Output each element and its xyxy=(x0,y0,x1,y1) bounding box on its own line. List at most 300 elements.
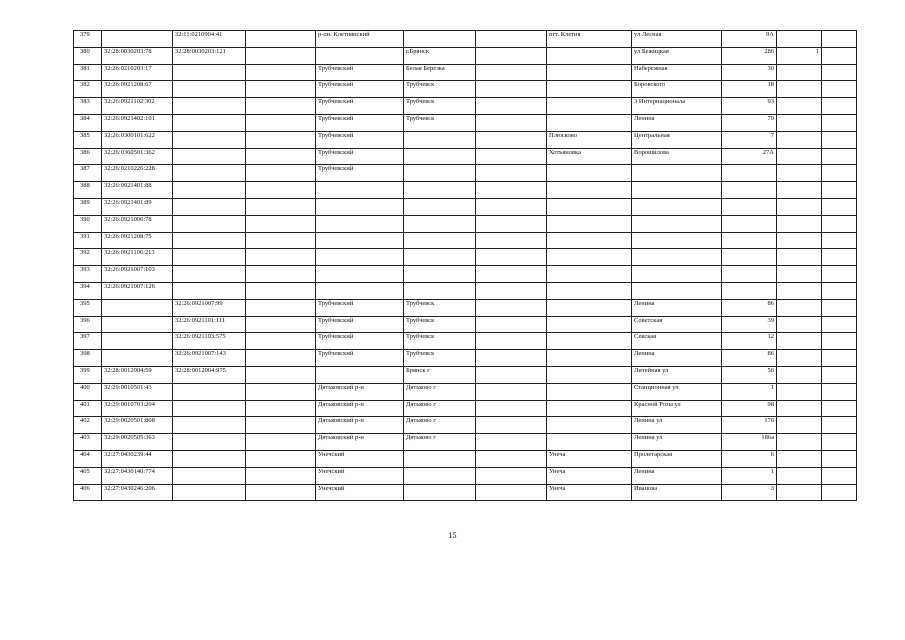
table-cell xyxy=(722,215,777,232)
table-cell: Иванова xyxy=(632,484,722,501)
table-cell xyxy=(404,215,476,232)
table-cell xyxy=(777,31,822,48)
table-cell: Трубчевск xyxy=(404,350,476,367)
table-cell: Ленина ул xyxy=(632,417,722,434)
table-cell: 383 xyxy=(74,98,102,115)
table-cell: Ленина xyxy=(632,114,722,131)
table-cell xyxy=(246,400,316,417)
table-cell xyxy=(476,366,547,383)
table-cell: 93 xyxy=(722,98,777,115)
table-cell: Трубчевский xyxy=(316,131,404,148)
table-cell xyxy=(404,249,476,266)
table-cell xyxy=(476,98,547,115)
table-cell: 392 xyxy=(74,249,102,266)
table-cell xyxy=(246,366,316,383)
table-row xyxy=(74,417,857,434)
table-cell xyxy=(476,350,547,367)
table-cell xyxy=(822,165,857,182)
table-cell xyxy=(822,31,857,48)
table-cell: Дятьковский р-н xyxy=(316,400,404,417)
table-cell xyxy=(476,467,547,484)
table-cell: 32:26:0300101:622 xyxy=(102,131,173,148)
table-cell: 32:27:0430246:206 xyxy=(102,484,173,501)
table-row xyxy=(74,400,857,417)
table-cell: 32:26:0921208:67 xyxy=(102,81,173,98)
table-cell xyxy=(476,434,547,451)
table-cell xyxy=(173,282,246,299)
table-cell: Набережная xyxy=(632,64,722,81)
table-row xyxy=(74,484,857,501)
table-cell xyxy=(547,114,632,131)
table-cell: Дятьковский р-н xyxy=(316,383,404,400)
table-cell xyxy=(316,266,404,283)
table-row xyxy=(74,450,857,467)
table-cell: Брянск г xyxy=(404,366,476,383)
table-row xyxy=(74,31,857,48)
table-cell xyxy=(822,215,857,232)
table-cell: Трубчевск xyxy=(404,114,476,131)
table-row xyxy=(74,232,857,249)
table-cell xyxy=(173,114,246,131)
table-cell xyxy=(822,366,857,383)
table-body xyxy=(74,31,857,501)
table-cell xyxy=(316,249,404,266)
table-cell xyxy=(102,350,173,367)
table-cell xyxy=(777,148,822,165)
table-row xyxy=(74,249,857,266)
table-cell xyxy=(476,383,547,400)
table-cell xyxy=(547,366,632,383)
table-cell: 86 xyxy=(722,299,777,316)
table-cell: 391 xyxy=(74,232,102,249)
table-cell xyxy=(246,266,316,283)
table-cell xyxy=(777,81,822,98)
table-cell xyxy=(822,299,857,316)
table-cell xyxy=(547,64,632,81)
table-cell xyxy=(476,316,547,333)
table-cell: 32:27:0430239:44 xyxy=(102,450,173,467)
table-cell: 186а xyxy=(722,434,777,451)
table-cell xyxy=(822,282,857,299)
table-cell xyxy=(777,383,822,400)
table-cell xyxy=(822,316,857,333)
table-cell: Белая Березка xyxy=(404,64,476,81)
table-cell xyxy=(547,417,632,434)
table-cell: 32:26:0921007:143 xyxy=(173,350,246,367)
table-row xyxy=(74,299,857,316)
table-cell: 32:26:0921103:575 xyxy=(173,333,246,350)
table-cell: 32:26:0921007:126 xyxy=(102,282,173,299)
table-cell: 389 xyxy=(74,198,102,215)
table-cell: р-он. Клетнянский xyxy=(316,31,404,48)
page-number: 15 xyxy=(448,531,457,540)
table-cell: 86 xyxy=(722,350,777,367)
table-cell xyxy=(404,182,476,199)
table-cell: Трубчевский xyxy=(316,148,404,165)
table-cell: Трубчевский xyxy=(316,81,404,98)
table-cell xyxy=(173,165,246,182)
table-cell xyxy=(102,316,173,333)
table-cell xyxy=(632,215,722,232)
table-cell: Унечский xyxy=(316,450,404,467)
table-cell: Ленина ул xyxy=(632,434,722,451)
table-cell xyxy=(547,333,632,350)
table-cell xyxy=(476,215,547,232)
table-cell: Дятьково г xyxy=(404,400,476,417)
table-cell: 394 xyxy=(74,282,102,299)
table-cell: Трубчевский xyxy=(316,350,404,367)
table-cell xyxy=(822,182,857,199)
table-cell: 382 xyxy=(74,81,102,98)
table-cell: Плюсково xyxy=(547,131,632,148)
table-cell xyxy=(173,131,246,148)
table-cell xyxy=(822,266,857,283)
table-cell: 32:26:0210203:17 xyxy=(102,64,173,81)
table-cell xyxy=(173,266,246,283)
table-cell: 32:29:0020505:363 xyxy=(102,434,173,451)
table-cell xyxy=(476,165,547,182)
table-cell: Унеча xyxy=(547,467,632,484)
table-cell xyxy=(476,114,547,131)
table-cell xyxy=(777,198,822,215)
table-cell xyxy=(777,400,822,417)
table-cell: 387 xyxy=(74,165,102,182)
table-cell: 1 xyxy=(722,383,777,400)
table-cell xyxy=(316,232,404,249)
table-cell xyxy=(476,450,547,467)
table-cell: Ленина xyxy=(632,299,722,316)
table-cell: 32:28:0012004:975 xyxy=(173,366,246,383)
table-row xyxy=(74,434,857,451)
table-cell xyxy=(547,232,632,249)
table-cell xyxy=(822,484,857,501)
table-cell xyxy=(246,98,316,115)
table-cell xyxy=(102,299,173,316)
table-cell: Трубчевский xyxy=(316,64,404,81)
table-cell: 3 xyxy=(722,484,777,501)
table-cell xyxy=(476,81,547,98)
table-cell: Советская xyxy=(632,316,722,333)
table-cell xyxy=(173,434,246,451)
table-row xyxy=(74,467,857,484)
table-cell xyxy=(476,299,547,316)
table-cell: 32:26:0921007:103 xyxy=(102,266,173,283)
table-cell: 98 xyxy=(722,400,777,417)
table-cell xyxy=(246,47,316,64)
table-cell xyxy=(822,350,857,367)
table-cell xyxy=(777,316,822,333)
table-row xyxy=(74,81,857,98)
table-cell xyxy=(777,350,822,367)
table-row xyxy=(74,198,857,215)
table-cell xyxy=(404,450,476,467)
table-cell: 404 xyxy=(74,450,102,467)
table-cell: Трубчевский xyxy=(316,98,404,115)
table-cell: 32:26:0921401:88 xyxy=(102,182,173,199)
table-cell xyxy=(246,249,316,266)
table-cell: Севская xyxy=(632,333,722,350)
table-row xyxy=(74,64,857,81)
table-cell: Трубчевский xyxy=(316,333,404,350)
table-cell xyxy=(777,299,822,316)
table-cell xyxy=(476,333,547,350)
table-cell xyxy=(822,232,857,249)
table-cell xyxy=(246,148,316,165)
table-cell xyxy=(476,182,547,199)
table-cell xyxy=(632,282,722,299)
table-cell: 403 xyxy=(74,434,102,451)
table-cell: 399 xyxy=(74,366,102,383)
table-cell: 1 xyxy=(777,47,822,64)
table-cell: 7 xyxy=(722,131,777,148)
table-cell: 398 xyxy=(74,350,102,367)
table-cell: 380 xyxy=(74,47,102,64)
table-cell xyxy=(246,383,316,400)
table-cell xyxy=(547,434,632,451)
table-cell: 32:28:0012004:59 xyxy=(102,366,173,383)
table-cell xyxy=(246,333,316,350)
table-cell xyxy=(822,98,857,115)
table-cell: 27А xyxy=(722,148,777,165)
table-cell xyxy=(777,450,822,467)
table-cell xyxy=(777,232,822,249)
table-cell xyxy=(173,148,246,165)
table-cell: 32:29:0010501:43 xyxy=(102,383,173,400)
table-cell: 9А xyxy=(722,31,777,48)
table-cell: Хотьяновка xyxy=(547,148,632,165)
table-row xyxy=(74,350,857,367)
table-cell: 402 xyxy=(74,417,102,434)
table-cell: Трубчевск xyxy=(404,98,476,115)
table-cell xyxy=(476,400,547,417)
table-cell xyxy=(722,232,777,249)
table-cell xyxy=(173,64,246,81)
table-row xyxy=(74,215,857,232)
table-cell xyxy=(476,282,547,299)
table-cell: 32:11:0210904:41 xyxy=(173,31,246,48)
table-cell: 32:26:0921007:99 xyxy=(173,299,246,316)
table-cell xyxy=(777,434,822,451)
table-cell xyxy=(404,282,476,299)
table-cell xyxy=(246,299,316,316)
property-table xyxy=(73,30,857,501)
table-cell: Трубчевский xyxy=(316,299,404,316)
table-row xyxy=(74,98,857,115)
table-cell xyxy=(316,215,404,232)
table-cell xyxy=(476,232,547,249)
table-cell xyxy=(722,198,777,215)
table-cell xyxy=(777,131,822,148)
table-cell: Трубчевск xyxy=(404,316,476,333)
table-cell xyxy=(547,98,632,115)
table-row xyxy=(74,165,857,182)
table-cell xyxy=(777,114,822,131)
table-cell xyxy=(547,47,632,64)
table-cell: Трубчевский xyxy=(316,114,404,131)
table-cell xyxy=(173,417,246,434)
table-cell: 385 xyxy=(74,131,102,148)
table-cell xyxy=(246,81,316,98)
table-cell xyxy=(547,400,632,417)
table-cell: 390 xyxy=(74,215,102,232)
table-cell xyxy=(316,366,404,383)
table-cell: 32:26:0360501:362 xyxy=(102,148,173,165)
table-cell: Дятьково г xyxy=(404,417,476,434)
table-cell xyxy=(246,316,316,333)
table-cell xyxy=(102,31,173,48)
table-cell xyxy=(246,131,316,148)
table-row xyxy=(74,131,857,148)
table-cell xyxy=(404,131,476,148)
table-cell xyxy=(632,249,722,266)
table-cell xyxy=(822,450,857,467)
table-cell: Красной Розы ул xyxy=(632,400,722,417)
table-cell: 6 xyxy=(722,450,777,467)
table-cell xyxy=(246,215,316,232)
table-cell xyxy=(632,266,722,283)
table-cell: Трубчевск xyxy=(404,333,476,350)
table-cell: 56 xyxy=(722,366,777,383)
table-cell xyxy=(173,81,246,98)
table-cell xyxy=(404,31,476,48)
table-cell: Ленина xyxy=(632,467,722,484)
table-cell: Трубчевск xyxy=(404,299,476,316)
table-cell: Трубчевск xyxy=(404,81,476,98)
table-cell xyxy=(777,467,822,484)
table-cell xyxy=(316,282,404,299)
table-cell xyxy=(173,198,246,215)
table-cell xyxy=(173,232,246,249)
table-cell xyxy=(476,64,547,81)
table-cell xyxy=(476,484,547,501)
table-cell xyxy=(777,182,822,199)
table-cell: 39 xyxy=(722,316,777,333)
table-cell xyxy=(102,333,173,350)
table-cell xyxy=(316,182,404,199)
table-cell xyxy=(173,249,246,266)
table-cell xyxy=(476,131,547,148)
table-cell: Дятьково г xyxy=(404,434,476,451)
table-cell xyxy=(547,299,632,316)
table-cell: 400 xyxy=(74,383,102,400)
table-cell: 32:28:0030203:121 xyxy=(173,47,246,64)
table-cell: Пролетарская xyxy=(632,450,722,467)
table-cell: Унечский xyxy=(316,484,404,501)
table-cell xyxy=(476,266,547,283)
table-cell xyxy=(777,417,822,434)
table-cell: 381 xyxy=(74,64,102,81)
table-cell xyxy=(246,417,316,434)
table-cell: Дятьковский р-н xyxy=(316,417,404,434)
table-cell xyxy=(822,400,857,417)
table-cell: 32:28:0030203:78 xyxy=(102,47,173,64)
table-cell xyxy=(404,148,476,165)
table-cell: 32:26:0921402:101 xyxy=(102,114,173,131)
table-cell xyxy=(404,467,476,484)
table-cell xyxy=(822,81,857,98)
table-cell xyxy=(777,98,822,115)
table-row xyxy=(74,182,857,199)
table-cell xyxy=(246,282,316,299)
table-cell xyxy=(246,232,316,249)
table-cell xyxy=(246,350,316,367)
table-cell: 1 xyxy=(722,467,777,484)
table-cell: 388 xyxy=(74,182,102,199)
table-cell xyxy=(822,417,857,434)
table-cell xyxy=(476,148,547,165)
table-cell xyxy=(722,249,777,266)
table-cell xyxy=(246,31,316,48)
table-cell: 393 xyxy=(74,266,102,283)
table-cell: 379 xyxy=(74,31,102,48)
table-row xyxy=(74,114,857,131)
table-cell: 32:26:0210226:228 xyxy=(102,165,173,182)
table-cell xyxy=(246,198,316,215)
table-cell: 32:26:0921101:111 xyxy=(173,316,246,333)
table-cell: Унечский xyxy=(316,467,404,484)
table-row xyxy=(74,366,857,383)
table-cell: Трубчевский xyxy=(316,165,404,182)
table-cell xyxy=(822,333,857,350)
table-cell: Центральная xyxy=(632,131,722,148)
table-cell: Унеча xyxy=(547,450,632,467)
table-row xyxy=(74,333,857,350)
table-cell xyxy=(476,47,547,64)
table-cell: 176 xyxy=(722,417,777,434)
table-cell xyxy=(404,232,476,249)
table-cell xyxy=(547,282,632,299)
table-cell xyxy=(777,484,822,501)
table-cell xyxy=(777,64,822,81)
table-cell: 397 xyxy=(74,333,102,350)
table-cell xyxy=(316,47,404,64)
table-cell xyxy=(822,434,857,451)
table-cell xyxy=(246,64,316,81)
table-cell xyxy=(246,434,316,451)
table-cell xyxy=(404,266,476,283)
table-cell xyxy=(822,131,857,148)
table-cell xyxy=(822,383,857,400)
table-cell xyxy=(547,350,632,367)
table-cell: 32:26:0921208:75 xyxy=(102,232,173,249)
table-cell: ул Лесная xyxy=(632,31,722,48)
table-cell xyxy=(173,215,246,232)
table-cell: Ленина xyxy=(632,350,722,367)
table-cell: Литейная ул xyxy=(632,366,722,383)
table-cell xyxy=(547,266,632,283)
table-cell xyxy=(632,198,722,215)
table-cell xyxy=(777,282,822,299)
table-cell xyxy=(722,165,777,182)
table-cell xyxy=(822,64,857,81)
table-cell xyxy=(173,383,246,400)
table-cell: 32:26:0921006:78 xyxy=(102,215,173,232)
table-cell xyxy=(822,148,857,165)
table-cell xyxy=(476,417,547,434)
table-row xyxy=(74,148,857,165)
table-cell xyxy=(822,198,857,215)
table-cell xyxy=(547,215,632,232)
table-cell: 32:26:0921102:302 xyxy=(102,98,173,115)
table-cell: Дятьковский р-н xyxy=(316,434,404,451)
table-cell: 395 xyxy=(74,299,102,316)
table-row xyxy=(74,47,857,64)
table-cell xyxy=(547,165,632,182)
table-cell xyxy=(822,467,857,484)
table-cell: 401 xyxy=(74,400,102,417)
table-cell: 12 xyxy=(722,333,777,350)
table-row xyxy=(74,316,857,333)
